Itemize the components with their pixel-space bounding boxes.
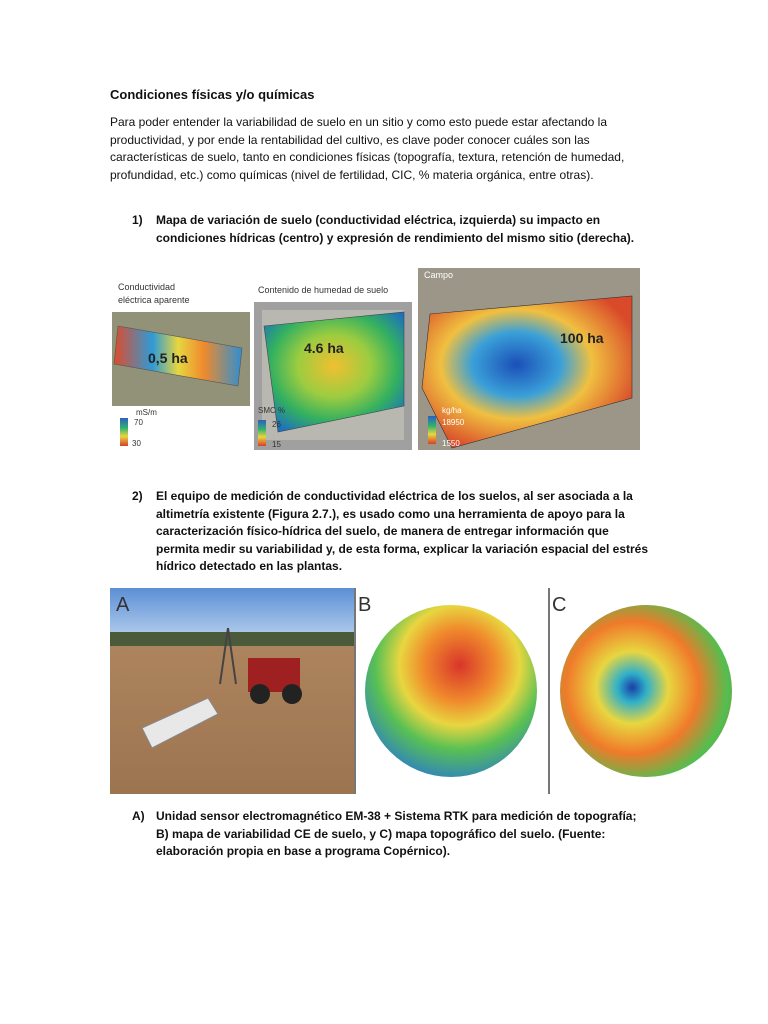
caption-line: elaboración propia en base a programa Copérnico). xyxy=(156,844,451,859)
panel3-area: 100 ha xyxy=(560,330,604,346)
panel-label-a: A xyxy=(116,594,130,616)
panel1-area: 0,5 ha xyxy=(148,350,188,366)
panel3-max: 18950 xyxy=(442,418,465,427)
panel2-area: 4.6 ha xyxy=(304,340,344,356)
soil-maps-figure xyxy=(112,268,640,450)
list-line: condiciones hídricas (centro) y expresión de rendimiento del mismo sitio (derecha). xyxy=(156,230,635,245)
list-line: Mapa de variación de suelo (conductividad eléctrica, izquierda) su impacto en xyxy=(156,213,601,227)
caption-line: Unidad sensor electromagnético EM-38 + Sistema RTK para medición de topografía; xyxy=(156,809,637,823)
panel1-title: eléctrica aparente xyxy=(118,295,190,305)
soil-maps-graphic xyxy=(112,268,640,450)
panel1-min: 30 xyxy=(132,439,141,448)
caption-marker: A) xyxy=(132,809,145,823)
panel3-unit: kg/ha xyxy=(442,406,462,415)
panel2-min: 15 xyxy=(272,440,281,449)
em38-figure xyxy=(110,588,742,794)
list-line: El equipo de medición de conductividad eléctrica de los suelos, al ser asociada a la xyxy=(156,489,633,503)
list-number: 1) xyxy=(132,213,143,227)
list-line: hídrico detectado en las plantas. xyxy=(156,559,343,574)
panel-label-c: C xyxy=(552,594,567,616)
panel1-unit: mS/m xyxy=(136,408,157,417)
list-line: permita medir su variabilidad y, de esta forma, explicar la variación espacial del estrés xyxy=(156,541,649,556)
list-line: altimetría existente (Figura 2.7.), es usado como una herramienta de apoyo para la xyxy=(156,506,625,521)
em38-graphic xyxy=(110,588,742,794)
section-heading: Condiciones físicas y/o químicas xyxy=(110,87,315,102)
panel1-max: 70 xyxy=(134,418,143,427)
list-line: caracterización físico-hídrica del suelo, de manera de entregar información que xyxy=(156,524,609,539)
panel3-title: Campo xyxy=(424,270,454,280)
panel2-title: Contenido de humedad de suelo xyxy=(258,285,389,295)
caption-line: B) mapa de variabilidad CE de suelo, y C) mapa topográfico del suelo. (Fuente: xyxy=(156,826,606,841)
panel1-title: Conductividad xyxy=(118,282,176,292)
intro-paragraph: Para poder entender la variabilidad de suelo en un sitio y como esto puede estar afectando la productividad, y por ende la rentabilidad del cultivo, es clave poder conocer cuáles son las características de suelo, tanto en condiciones físicas (topografía, textura, retención de humedad, profundidad, etc.) como químicas (nivel de fertilidad, CIC, % materia orgánica, entre otras). xyxy=(110,115,625,182)
panel-label-b: B xyxy=(358,594,372,616)
panel2-unit: SMC % xyxy=(258,406,286,415)
panel3-min: 1550 xyxy=(442,439,460,448)
list-number: 2) xyxy=(132,489,143,503)
panel2-max: 26 xyxy=(272,420,281,429)
